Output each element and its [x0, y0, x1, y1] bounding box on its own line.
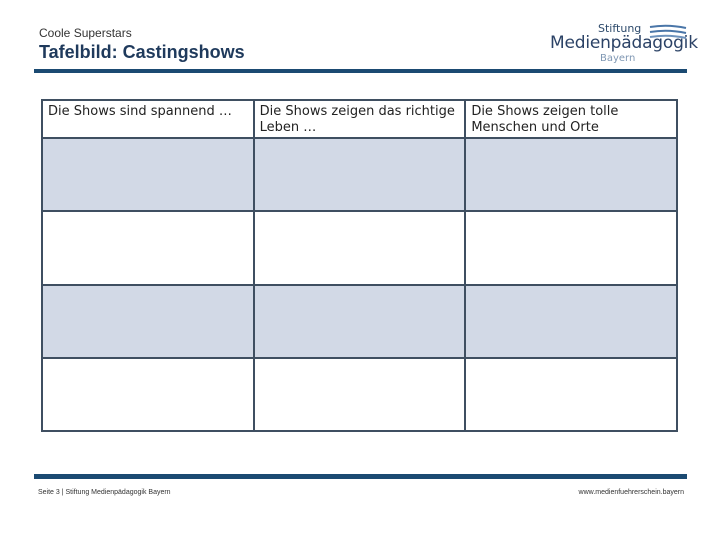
column-header-1: [42, 100, 254, 138]
table-row: [42, 211, 677, 284]
table-header-row: [42, 100, 677, 138]
table-cell[interactable]: [465, 285, 677, 358]
table-cell[interactable]: [465, 358, 677, 431]
column-header-label: Die Shows sind spannend …: [48, 104, 232, 119]
table-cell[interactable]: [42, 138, 254, 211]
table-cell[interactable]: [42, 358, 254, 431]
column-header-label: Die Shows zeigen tolle Menschen und Orte: [471, 104, 619, 135]
logo-waves-icon: [648, 23, 688, 43]
column-header-2: [254, 100, 466, 138]
footer-website: www.medienfuehrerschein.bayern: [578, 489, 684, 496]
table-cell[interactable]: [465, 211, 677, 284]
logo-main-text: Medienpädagogik: [550, 33, 698, 53]
table-row: [42, 285, 677, 358]
series-title: Coole Superstars: [39, 26, 132, 40]
table-row: [42, 358, 677, 431]
logo-region-text: Bayern: [600, 53, 636, 64]
logo-top-text: Stiftung: [598, 22, 642, 35]
column-header-3: [465, 100, 677, 138]
footer-page-info: Seite 3 | Stiftung Medienpädagogik Bayern: [38, 489, 171, 496]
footer-divider: [34, 474, 687, 479]
table-cell[interactable]: [42, 285, 254, 358]
board-table: [41, 99, 678, 432]
table-cell[interactable]: [254, 285, 466, 358]
table-cell[interactable]: [254, 358, 466, 431]
table-cell[interactable]: [254, 211, 466, 284]
table-cell[interactable]: [254, 138, 466, 211]
page-title: Tafelbild: Castingshows: [39, 42, 245, 62]
table-row: [42, 138, 677, 211]
column-header-label: Die Shows zeigen das richtige Leben …: [259, 104, 455, 135]
table-cell[interactable]: [42, 211, 254, 284]
stiftung-logo: [548, 20, 698, 68]
header-divider: [34, 69, 687, 73]
table-cell[interactable]: [465, 138, 677, 211]
